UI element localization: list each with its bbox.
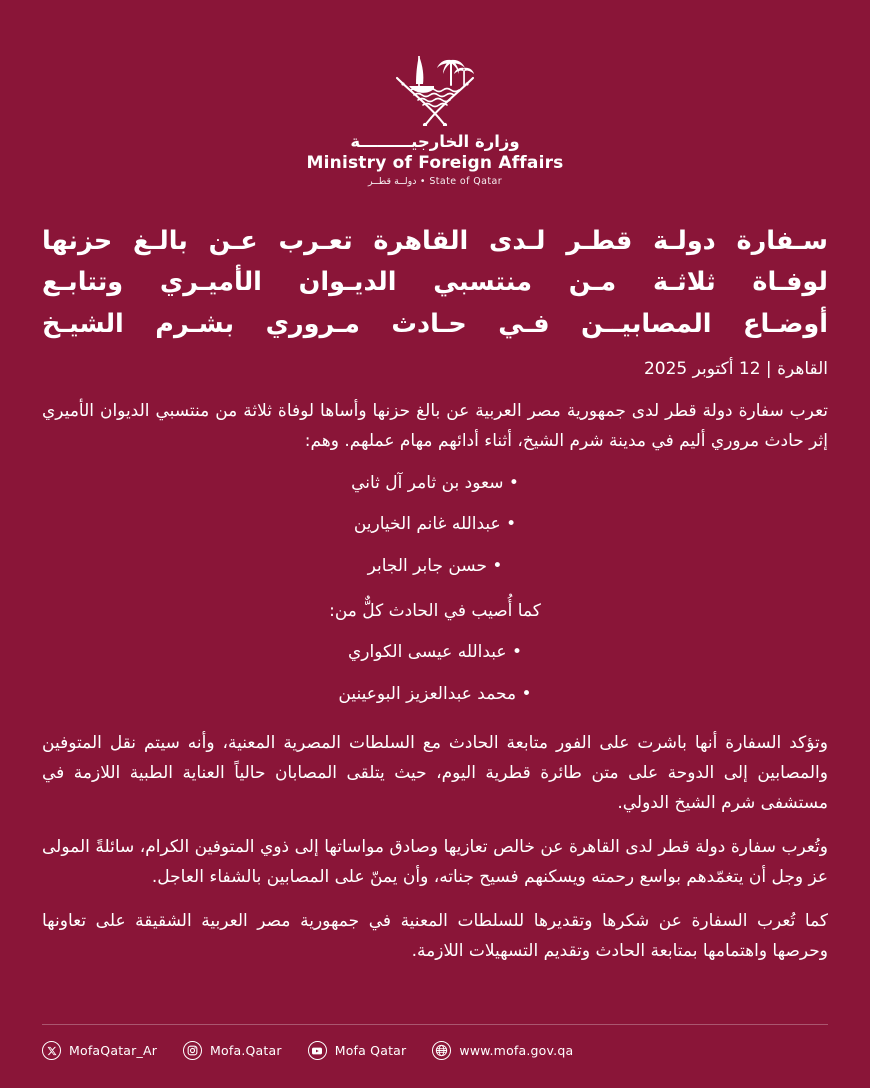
logo-english-title: Ministry of Foreign Affairs [306,153,564,173]
footer-divider [42,1024,828,1025]
paragraph-thanks: كما تُعرب السفارة عن شكرها وتقديرها للسلطات المعنية في جمهورية مصر العربية الشقيقة على تعاونها وحرصها واهتمامها بمتابعة الحادث وتقديم التسهيلات اللازمة. [42,910,828,961]
social-label-x: MofaQatar_Ar [69,1043,158,1058]
injured-lead: كما أُصيب في الحادث كلٌّ من: [329,601,541,622]
youtube-icon [308,1041,327,1060]
social-label-youtube: Mofa Qatar [334,1043,407,1058]
x-twitter-icon [42,1041,61,1060]
headline-line-3: أوضـاع المصابيــن فـي حـادث مـروري بشـرم الشيـخ [42,308,828,339]
logo-arabic-title: وزارة الخارجيـــــــــة [350,132,520,151]
list-item: • عبدالله غانم الخيارين [42,504,828,546]
list-item: • محمد عبدالعزيز البوعينين [42,674,828,716]
footer-social-bar [42,1041,828,1088]
list-item: • حسن جابر الجابر [42,546,828,588]
headline-line-1: سـفارة دولـة قطـر لـدى القاهرة تعـرب عـن بالـغ حزنها [42,226,828,256]
social-label-instagram: Mofa.Qatar [210,1043,282,1058]
website-label: www.mofa.gov.qa [459,1043,574,1058]
headline-line-2: لوفـاة ثلاثـة مـن منتسبي الديـوان الأميـري وتتابـع [42,267,828,298]
page-title [42,221,828,345]
statement-body [42,389,828,967]
logo-subtitle: State of Qatar • دولــة قطــر [367,176,503,187]
social-link-x[interactable] [42,1041,157,1060]
paragraph-condolences: وتُعرب سفارة دولة قطر لدى القاهرة عن خالص تعازيها وصادق مواساتها إلى ذوي المتوفين الكرام، سائلةً المولى عز وجل أن يتغمّدهم بواسع رحمته ويسكنهم فسيح جناته، وأن يمنّ على المصابين بالشفاء العاجل. [42,836,828,887]
paragraph-intro: تعرب سفارة دولة قطر لدى جمهورية مصر العربية عن بالغ حزنها وأساها لوفاة ثلاثة من منتسبي الديوان الأميري إثر حادث مروري أليم في مدينة شرم الشيخ، أثناء أدائهم مهام عملهم. وهم: [42,400,828,451]
list-item: • عبدالله عيسى الكواري [42,632,828,674]
injured-list [42,632,828,715]
qatar-state-emblem-icon [389,48,481,126]
layout-spacer [42,967,828,1024]
list-item: • سعود بن ثامر آل ثاني [42,463,828,505]
website-link[interactable] [432,1041,573,1060]
paragraph-followup: وتؤكد السفارة أنها باشرت على الفور متابعة الحادث مع السلطات المصرية المعنية، وأنه سيتم نقل المتوفين والمصابين إلى الدوحة على متن طائرة قطرية اليوم، حيث يتلقى المصابان حالياً العناية الطبية اللازمة في مستشفى شرم الشيخ الدولي. [42,733,828,814]
ministry-logo [42,48,828,187]
globe-icon [432,1041,451,1060]
instagram-icon [183,1041,202,1060]
social-link-instagram[interactable] [183,1041,282,1060]
deceased-list [42,463,828,588]
social-link-youtube[interactable] [308,1041,407,1060]
dateline: القاهرة | 12 أكتوبر 2025 [643,358,828,379]
